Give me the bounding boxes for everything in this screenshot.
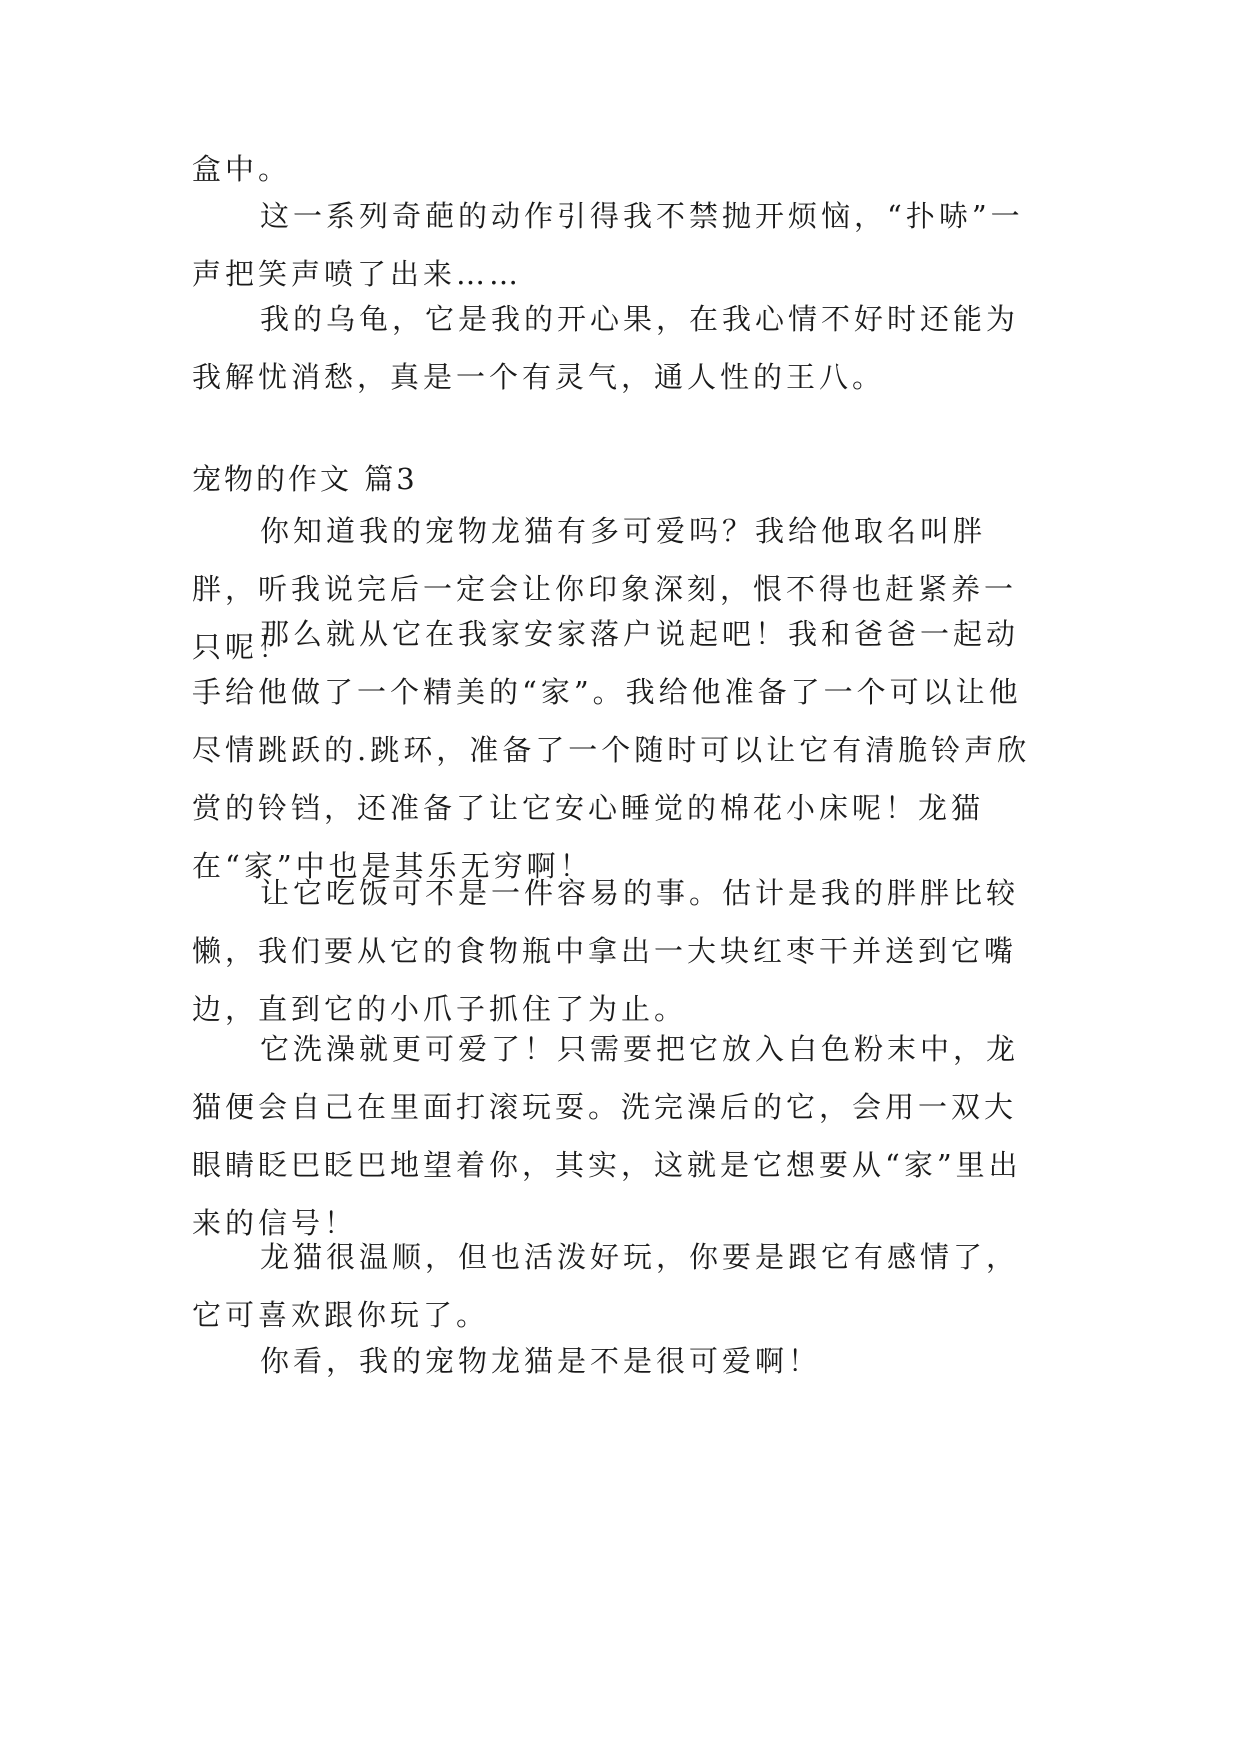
section-title: 宠物的作文 篇3	[192, 462, 418, 496]
paragraph-temper: 龙猫很温顺，但也活泼好玩，你要是跟它有感情了，它可喜欢跟你玩了。	[192, 1240, 1020, 1332]
paragraph-bath: 它洗澡就更可爱了！只需要把它放入白色粉末中，龙猫便会自己在里面打滚玩耍。洗完澡后的它，会用一双大眼睛眨巴眨巴地望着你，其实，这就是它想要从“家”里出来的信号！	[192, 1032, 1022, 1240]
paragraph-home: 那么就从它在我家安家落户说起吧！我和爸爸一起动手给他做了一个精美的“家”。我给他准备了一个可以让他尽情跳跃的.跳环，准备了一个随时可以让它有清脆铃声欣赏的铃铛，还准备了让它安心睡觉的棉花小床呢！龙猫在“家”中也是其乐无穷啊！	[192, 617, 1031, 883]
paragraph-laugh: 这一系列奇葩的动作引得我不禁抛开烦恼，“扑哧”一声把笑声喷了出来……	[192, 199, 1024, 291]
paragraph-intro: 你知道我的宠物龙猫有多可爱吗？我给他取名叫胖胖，听我说完后一定会让你印象深刻，恨不得也赶紧养一只呢！	[192, 514, 1018, 664]
paragraph-turtle: 我的乌龟，它是我的开心果，在我心情不好时还能为我解忧消愁，真是一个有灵气，通人性的王八。	[192, 302, 1020, 394]
paragraph-conclusion: 你看，我的宠物龙猫是不是很可爱啊！	[260, 1344, 822, 1378]
paragraph-tail: 盒中。	[192, 152, 292, 186]
paragraph-eating: 让它吃饭可不是一件容易的事。估计是我的胖胖比较懒，我们要从它的食物瓶中拿出一大块红枣干并送到它嘴边，直到它的小爪子抓住了为止。	[192, 876, 1020, 1026]
